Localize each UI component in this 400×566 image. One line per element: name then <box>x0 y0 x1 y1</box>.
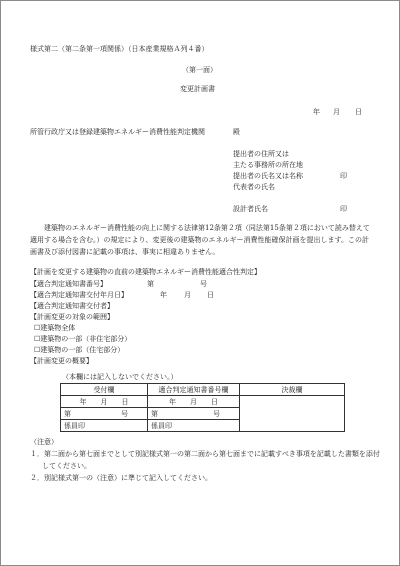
scope-option-residential[interactable]: ☐建築物の一部（住宅部分） <box>34 346 125 354</box>
notice-issuer-label: 【適合判定通知書交付者】 <box>30 302 114 310</box>
record-table <box>60 383 345 432</box>
notice-date-day: 日 <box>207 291 214 299</box>
reception-number-cell: 第 号 <box>61 408 148 420</box>
reception-header: 受付欄 <box>61 384 148 396</box>
notice-number-label: 【適合判定通知書番号】 <box>30 280 107 288</box>
submitter-seal: 印 <box>340 172 347 180</box>
document-title: 変更計画書 <box>180 85 215 93</box>
notice-staff-cell: 係員印 <box>148 420 240 432</box>
notice-number-cell: 第 号 <box>148 408 240 420</box>
approval-header: 決裁欄 <box>240 384 345 396</box>
addressee: 所管行政庁又は登録建築物エネルギー消費性能判定機関 <box>30 128 205 136</box>
page-side-label: （第一面） <box>182 66 217 74</box>
date-month: 月 <box>333 108 340 116</box>
note-2: ２．別記様式第一の（注意）に準じて記入してください。 <box>30 474 212 482</box>
plan-info-heading: 【計画を変更する建築物の直前の建築物エネルギー消費性能適合性判定】 <box>30 268 261 276</box>
notice-number-header: 適合判定通知書番号欄 <box>148 384 240 396</box>
notes-heading: （注意） <box>30 438 58 446</box>
notice-date-year: 年 <box>160 291 167 299</box>
change-scope-label: 【計画変更の対象の範囲】 <box>30 313 114 321</box>
scope-option-nonresidential[interactable]: ☐建築物の一部（非住宅部分） <box>34 335 132 343</box>
notice-number-gou: 号 <box>200 280 207 288</box>
form-number: 様式第二（第二条第一項関係）（日本産業規格Ａ列４番） <box>30 45 209 53</box>
submitter-office-label: 主たる事務所の所在地 <box>233 161 303 169</box>
notice-date-label: 【適合判定通知書交付年月日】 <box>30 291 128 299</box>
date-day: 日 <box>355 108 362 116</box>
reception-staff-cell: 係員印 <box>61 420 148 432</box>
scope-option-whole[interactable]: ☐建築物全体 <box>34 324 76 332</box>
body-paragraph: 建築物のエネルギー消費性能の向上に関する法律第12条第２項（同法第15条第２項において読み替えて適用する場合を含む。）の規定により、変更後の建築物のエネルギー消費性能確保計画を提出します。この計画書及び添付図書に記載の事項は、事実に相違ありません。 <box>30 224 370 256</box>
addressee-honorific: 殿 <box>233 128 240 136</box>
record-table-caption: （本欄には記入しないでください。） <box>62 373 178 381</box>
designer-name-label: 設計者氏名 <box>233 205 268 213</box>
reception-date-cell: 年 月 日 <box>61 396 148 408</box>
submitter-address-label: 提出者の住所又は <box>233 150 289 158</box>
date-year: 年 <box>313 108 320 116</box>
note-1: １．第二面から第七面までとして別記様式第一の第二面から第七面までに記載すべき事項を記載した書類を添付してください。 <box>30 450 380 470</box>
submitter-name-label: 提出者の氏名又は名称 <box>233 172 303 180</box>
notice-date-month: 月 <box>184 291 191 299</box>
representative-name-label: 代表者の氏名 <box>233 183 275 191</box>
designer-seal: 印 <box>340 205 347 213</box>
change-summary-label: 【計画変更の概要】 <box>30 357 93 365</box>
approval-cell <box>240 396 345 432</box>
notice-number-dai: 第 <box>147 280 154 288</box>
notice-date-cell: 年 月 日 <box>148 396 240 408</box>
